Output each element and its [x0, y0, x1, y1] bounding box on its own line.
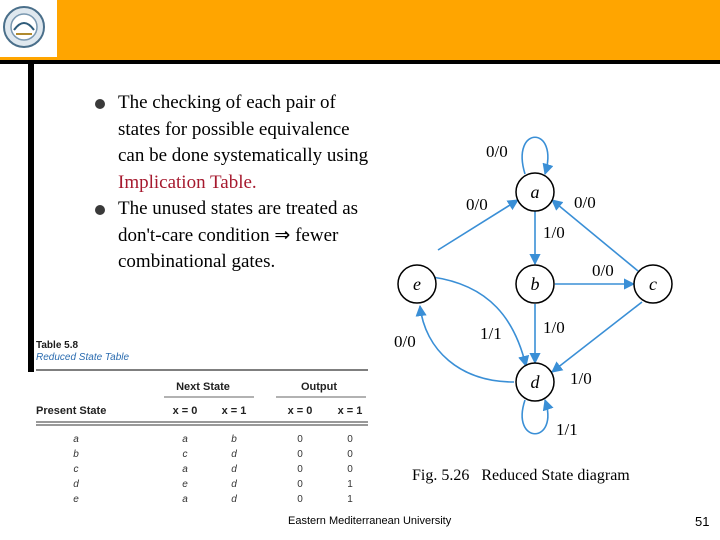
table-cell: e — [182, 479, 188, 490]
state-diagram — [380, 120, 700, 450]
bullet-list — [92, 90, 372, 276]
bullet-text: The unused states are treated as don't-care condition ⇒ fewer combinational gates. — [118, 198, 359, 272]
bullet-dot-icon — [95, 205, 105, 215]
table-cell: c — [182, 449, 188, 460]
edge-label: 0/0 — [466, 195, 488, 214]
edge-label: 1/0 — [543, 318, 565, 337]
bullet-dot-icon — [95, 99, 105, 109]
table-cell: 1 — [347, 494, 353, 505]
edge-label: 0/0 — [394, 332, 416, 351]
table-cell: 0 — [297, 464, 303, 475]
table-cell: 0 — [347, 449, 353, 460]
state-label: b — [530, 274, 540, 294]
table-cell: a — [182, 434, 188, 445]
table-cell: a — [182, 494, 188, 505]
table-cell: 0 — [297, 494, 303, 505]
table-cell: d — [231, 479, 237, 490]
col-header: x = 1 — [221, 405, 247, 417]
table-cell: 0 — [297, 434, 303, 445]
footer-institution: Eastern Mediterranean University — [288, 515, 452, 527]
bullet-item — [92, 90, 372, 196]
edge-label: 0/0 — [592, 261, 614, 280]
bullet-text: The checking of each pair of states for possible equivalence can be done systematically using — [118, 92, 369, 166]
table-cell: d — [231, 464, 237, 475]
table-cell: d — [73, 479, 79, 490]
table-cell: 0 — [347, 464, 353, 475]
header-divider — [0, 60, 720, 64]
reduced-state-table — [36, 340, 368, 510]
university-logo — [0, 0, 57, 57]
next-state-header: Next State — [176, 381, 230, 393]
table-cell: d — [231, 494, 237, 505]
figure-caption: Fig. 5.26 Reduced State diagram — [412, 467, 630, 484]
state-label: d — [530, 372, 540, 392]
state-label: e — [413, 274, 421, 294]
edge-label: 0/0 — [574, 193, 596, 212]
edge-d-e — [420, 306, 514, 382]
table-cell: 0 — [347, 434, 353, 445]
table-cell: a — [182, 464, 188, 475]
col-header: x = 0 — [287, 405, 313, 417]
page-number: 51 — [695, 514, 710, 529]
state-label: c — [649, 274, 657, 294]
table-cell: a — [73, 434, 79, 445]
edge-label: 1/0 — [543, 223, 565, 242]
edge-c-d — [552, 302, 642, 372]
table-grid — [36, 366, 368, 510]
present-state-header: Present State — [36, 405, 107, 417]
table-cell: b — [73, 449, 79, 460]
state-label: a — [530, 182, 540, 202]
edge-label: 1/0 — [570, 369, 592, 388]
edge-d-self — [522, 400, 548, 434]
bullet-highlight: Implication Table. — [118, 171, 257, 193]
table-title: Table 5.8 — [36, 340, 79, 351]
table-cell: c — [73, 464, 79, 475]
output-header: Output — [300, 381, 338, 393]
table-cell: 0 — [297, 449, 303, 460]
edge-label: 0/0 — [486, 142, 508, 161]
table-subtitle: Reduced State Table — [36, 352, 130, 363]
table-cell: 1 — [347, 479, 353, 490]
edge-label: 1/1 — [556, 420, 578, 439]
edge-e-d — [432, 277, 526, 366]
bullet-item — [92, 196, 372, 276]
table-cell: d — [231, 449, 237, 460]
table-cell: b — [231, 434, 237, 445]
left-divider — [28, 60, 34, 372]
edge-label: 1/1 — [480, 324, 502, 343]
col-header: x = 0 — [172, 405, 198, 417]
header-bar — [0, 0, 720, 60]
edge-a-self — [522, 137, 548, 174]
table-cell: 0 — [297, 479, 303, 490]
col-header: x = 1 — [337, 405, 363, 417]
table-cell: e — [73, 494, 79, 505]
